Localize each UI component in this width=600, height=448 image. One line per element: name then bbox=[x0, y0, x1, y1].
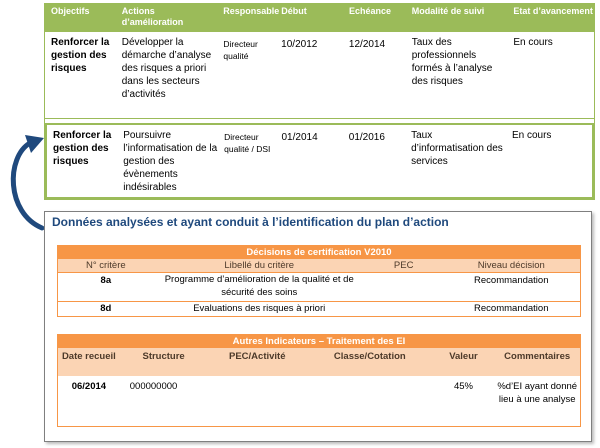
header-objectifs: Objectifs bbox=[51, 6, 90, 16]
cell-action: Développer la démarche d’analyse des risques a priori dans les secteurs d’activités bbox=[121, 37, 212, 100]
header-etat: Etat d’avancement bbox=[513, 6, 593, 16]
cell-debut: 01/2014 bbox=[281, 132, 318, 143]
certification-table bbox=[57, 245, 581, 317]
header-commentaires: Commentaires bbox=[504, 351, 571, 362]
cell-classe bbox=[307, 376, 433, 426]
cell-echeance: 01/2016 bbox=[348, 132, 385, 143]
certification-header-row bbox=[58, 259, 580, 272]
indicators-table bbox=[57, 334, 581, 427]
cell-responsable: Directeur qualité / DSI bbox=[224, 132, 271, 154]
header-modalite: Modalité de suivi bbox=[411, 6, 485, 16]
table-row bbox=[58, 376, 580, 426]
table-row bbox=[45, 32, 594, 119]
indicators-header-row bbox=[58, 348, 580, 376]
certification-title: Décisions de certification V2010 bbox=[58, 246, 580, 259]
action-plan-header-row bbox=[45, 4, 594, 32]
cell-valeur: 45% bbox=[453, 381, 473, 392]
cell-commentaires: %d’EI ayant donné lieu à une analyse bbox=[497, 381, 578, 405]
table-row-highlighted bbox=[45, 123, 594, 199]
header-structure: Structure bbox=[142, 351, 185, 362]
cell-modalite: Taux d’informatisation des services bbox=[411, 130, 503, 167]
table-row bbox=[58, 301, 580, 316]
indicators-title: Autres Indicateurs – Traitement des EI bbox=[58, 335, 580, 348]
cell-pec bbox=[365, 302, 443, 316]
cell-critere: 8a bbox=[100, 275, 112, 286]
cell-libelle: Programme d’amélioration de la qualité et de sécurité des soins bbox=[164, 274, 354, 298]
header-critere: N° critère bbox=[85, 260, 126, 271]
cell-echeance: 12/2014 bbox=[348, 39, 386, 50]
panel-title: Données analysées et ayant conduit à l’identification du plan d’action bbox=[52, 215, 449, 229]
header-responsable: Responsable bbox=[223, 6, 280, 16]
cell-modalite: Taux des professionnels formés à l’analyse des risques bbox=[411, 37, 493, 87]
header-pec-activite: PEC/Activité bbox=[229, 351, 286, 362]
header-date: Date recueil bbox=[61, 351, 116, 362]
cell-action: Poursuivre l’informatisation de la gestion des évènements indésirables bbox=[123, 130, 218, 193]
data-panel bbox=[44, 211, 592, 442]
cell-responsable: Directeur qualité bbox=[223, 39, 258, 61]
table-row bbox=[58, 272, 580, 301]
cell-etat: En cours bbox=[513, 37, 553, 48]
header-pec: PEC bbox=[393, 260, 414, 271]
cell-etat: En cours bbox=[511, 130, 552, 141]
header-valeur: Valeur bbox=[449, 351, 478, 362]
header-debut: Début bbox=[281, 6, 307, 16]
cell-pec-activite bbox=[207, 376, 307, 426]
header-libelle: Libellé du critère bbox=[224, 260, 295, 271]
header-actions: Actions d’amélioration bbox=[121, 6, 184, 27]
cell-objectif: Renforcer la gestion des risques bbox=[51, 37, 110, 74]
cell-niveau: Recommandation bbox=[474, 303, 549, 314]
action-plan-table bbox=[44, 3, 595, 200]
cell-pec bbox=[365, 273, 443, 301]
cell-libelle: Evaluations des risques à priori bbox=[193, 303, 326, 314]
cell-debut: 10/2012 bbox=[281, 39, 318, 50]
header-classe: Classe/Cotation bbox=[333, 351, 406, 362]
cell-structure: 000000000 bbox=[129, 381, 178, 392]
cell-niveau: Recommandation bbox=[474, 275, 549, 286]
cell-objectif: Renforcer la gestion des risques bbox=[53, 130, 112, 167]
header-niveau: Niveau décision bbox=[477, 260, 545, 271]
cell-date: 06/2014 bbox=[71, 381, 107, 392]
cell-critere: 8d bbox=[100, 303, 112, 314]
header-echeance: Echéance bbox=[349, 6, 392, 16]
